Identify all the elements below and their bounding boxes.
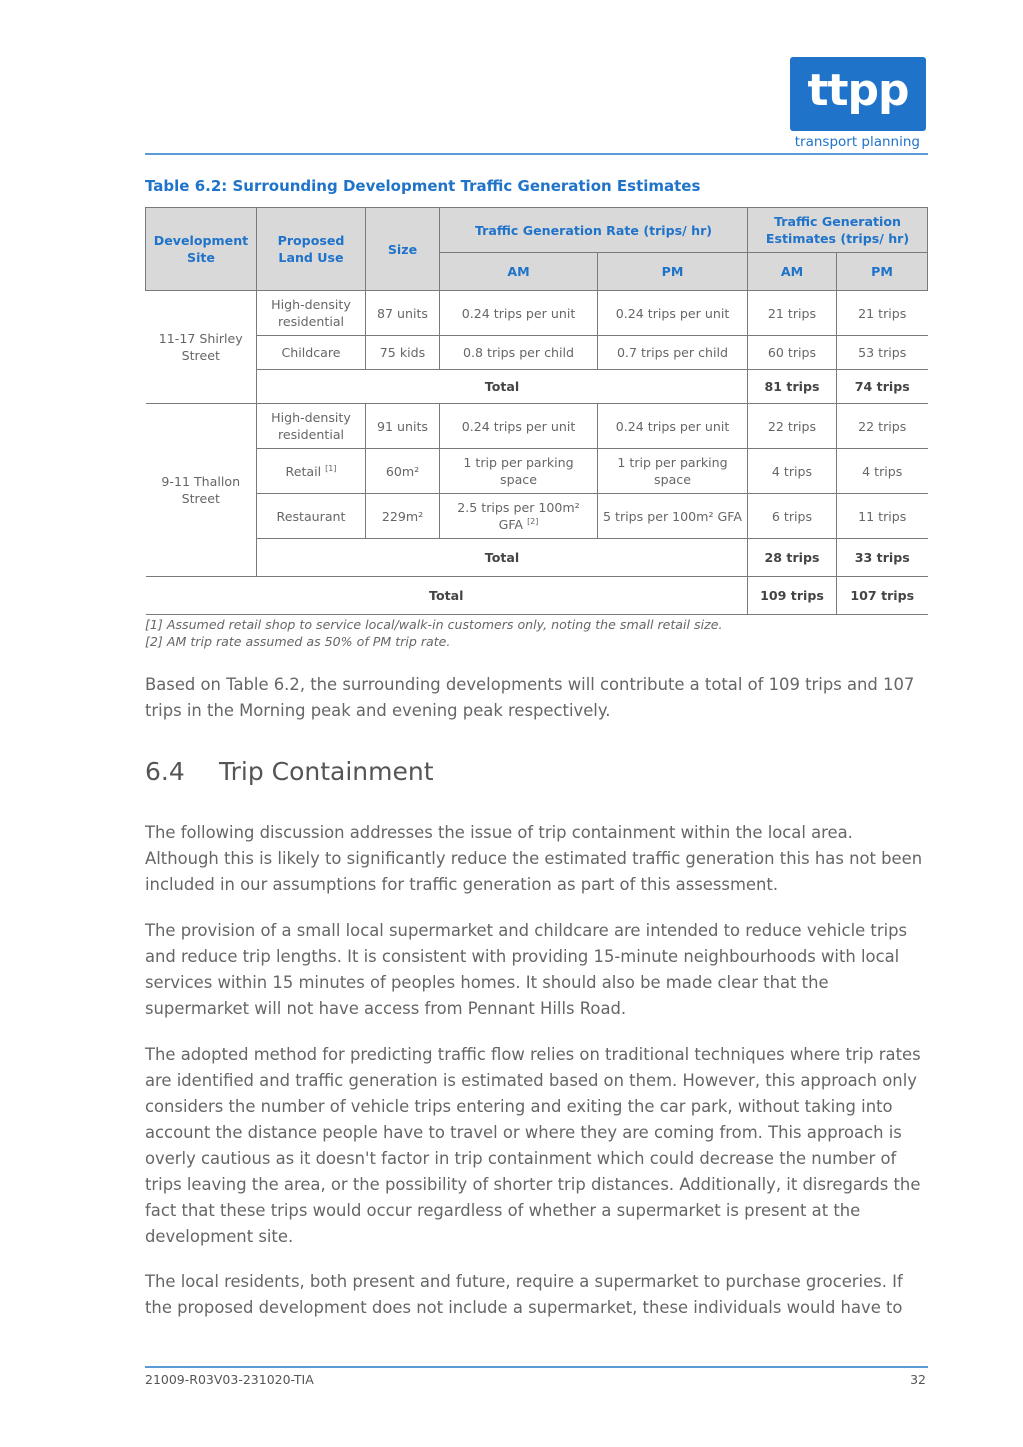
land-use-cell: High-density residential bbox=[257, 404, 366, 449]
subtotal-row bbox=[146, 539, 928, 577]
rate-pm-cell: 0.24 trips per unit bbox=[598, 404, 748, 449]
rate-am-cell: 0.8 trips per child bbox=[440, 336, 598, 370]
estimate-pm-cell: 11 trips bbox=[837, 494, 928, 539]
logo-tagline: transport planning bbox=[794, 134, 920, 150]
document-reference: 21009-R03V03-231020-TIA bbox=[145, 1372, 314, 1387]
table-row bbox=[146, 291, 928, 336]
header-rate-pm: PM bbox=[598, 253, 748, 291]
section-heading bbox=[145, 757, 434, 786]
footer-rule bbox=[145, 1366, 928, 1368]
land-use-text: Retail bbox=[285, 463, 322, 479]
header-rate-am: AM bbox=[440, 253, 598, 291]
rate-pm-cell: 0.7 trips per child bbox=[598, 336, 748, 370]
subtotal-pm: 74 trips bbox=[837, 370, 928, 404]
rate-am-text: 2.5 trips per 100m² GFA bbox=[457, 500, 580, 532]
rate-am-cell bbox=[440, 494, 598, 539]
subtotal-am: 81 trips bbox=[748, 370, 837, 404]
size-cell: 229m² bbox=[366, 494, 440, 539]
site-name: 9-11 Thallon Street bbox=[146, 404, 257, 577]
rate-pm-cell: 1 trip per parking space bbox=[598, 449, 748, 494]
site-name: 11-17 Shirley Street bbox=[146, 291, 257, 404]
table-row bbox=[146, 404, 928, 449]
estimate-pm-cell: 22 trips bbox=[837, 404, 928, 449]
rate-am-cell: 1 trip per parking space bbox=[440, 449, 598, 494]
subtotal-pm: 33 trips bbox=[837, 539, 928, 577]
footnote-ref: [2] bbox=[527, 516, 539, 526]
table-title: Table 6.2: Surrounding Development Traffic Generation Estimates bbox=[145, 177, 701, 195]
size-cell: 87 units bbox=[366, 291, 440, 336]
estimate-pm-cell: 21 trips bbox=[837, 291, 928, 336]
rate-am-cell: 0.24 trips per unit bbox=[440, 404, 598, 449]
header-estimate-pm: PM bbox=[837, 253, 928, 291]
header-size: Size bbox=[366, 208, 440, 291]
grand-total-label: Total bbox=[146, 577, 748, 615]
header-rate-group: Traffic Generation Rate (trips/ hr) bbox=[440, 208, 748, 253]
body-paragraph: The provision of a small local supermarket and childcare are intended to reduce vehicle trips and reduce trip lengths. It is consistent with providing 15-minute neighbourhoods with local services within 15 minutes of peoples homes. It should also be made clear that the supermarket will not have access from Pennant Hills Road. bbox=[145, 921, 908, 1018]
table-row bbox=[146, 449, 928, 494]
header-rule bbox=[145, 153, 928, 155]
table-row bbox=[146, 494, 928, 539]
header-proposed-land-use: Proposed Land Use bbox=[257, 208, 366, 291]
body-paragraph: The local residents, both present and future, require a supermarket to purchase groceries. If the proposed development does not include a supermarket, these individuals would have to bbox=[145, 1272, 903, 1317]
land-use-cell: High-density residential bbox=[257, 291, 366, 336]
subtotal-label: Total bbox=[257, 370, 748, 404]
header-development-site: Development Site bbox=[146, 208, 257, 291]
grand-total-row bbox=[146, 577, 928, 615]
land-use-cell bbox=[257, 449, 366, 494]
table-row bbox=[146, 336, 928, 370]
subtotal-am: 28 trips bbox=[748, 539, 837, 577]
table-note: [1] Assumed retail shop to service local/walk-in customers only, noting the small retail size. bbox=[145, 617, 723, 632]
grand-total-pm: 107 trips bbox=[837, 577, 928, 615]
traffic-generation-table bbox=[145, 207, 928, 615]
estimate-am-cell: 22 trips bbox=[748, 404, 837, 449]
land-use-cell: Restaurant bbox=[257, 494, 366, 539]
estimate-am-cell: 60 trips bbox=[748, 336, 837, 370]
land-use-cell: Childcare bbox=[257, 336, 366, 370]
table-notes bbox=[145, 616, 722, 650]
intro-paragraph: Based on Table 6.2, the surrounding developments will contribute a total of 109 trips and 107 trips in the Morning peak and evening peak respectively. bbox=[145, 675, 915, 720]
estimate-am-cell: 6 trips bbox=[748, 494, 837, 539]
estimate-pm-cell: 4 trips bbox=[837, 449, 928, 494]
size-cell: 75 kids bbox=[366, 336, 440, 370]
page-number: 32 bbox=[910, 1372, 926, 1387]
section-number: 6.4 bbox=[145, 757, 185, 786]
rate-pm-cell: 5 trips per 100m² GFA bbox=[598, 494, 748, 539]
ttpp-logo: ttpp bbox=[790, 57, 926, 131]
header-estimate-am: AM bbox=[748, 253, 837, 291]
header-estimate-group: Traffic Generation Estimates (trips/ hr) bbox=[748, 208, 928, 253]
grand-total-am: 109 trips bbox=[748, 577, 837, 615]
estimate-am-cell: 21 trips bbox=[748, 291, 837, 336]
body-paragraph: The adopted method for predicting traffic flow relies on traditional techniques where trip rates are identified and traffic generation is estimated based on them. However, this approach only considers the number of vehicle trips entering and exiting the car park, without taking into account the distance people have to travel or where they are coming from. This approach is overly cautious as it doesn't factor in trip containment which could decrease the number of trips leaving the area, or the possibility of shorter trip distances. Additionally, it disregards the fact that these trips would occur regardless of whether a supermarket is present at the development site. bbox=[145, 1045, 921, 1246]
subtotal-row bbox=[146, 370, 928, 404]
rate-am-cell: 0.24 trips per unit bbox=[440, 291, 598, 336]
subtotal-label: Total bbox=[257, 539, 748, 577]
size-cell: 60m² bbox=[366, 449, 440, 494]
estimate-am-cell: 4 trips bbox=[748, 449, 837, 494]
size-cell: 91 units bbox=[366, 404, 440, 449]
body-paragraph: The following discussion addresses the issue of trip containment within the local area. Although this is likely to significantly reduce the estimated traffic generation this has not been included in our assumptions for traffic generation as part of this assessment. bbox=[145, 823, 923, 894]
section-title: Trip Containment bbox=[219, 757, 434, 786]
rate-pm-cell: 0.24 trips per unit bbox=[598, 291, 748, 336]
estimate-pm-cell: 53 trips bbox=[837, 336, 928, 370]
footnote-ref: [1] bbox=[325, 463, 337, 473]
table-note: [2] AM trip rate assumed as 50% of PM trip rate. bbox=[145, 634, 451, 649]
